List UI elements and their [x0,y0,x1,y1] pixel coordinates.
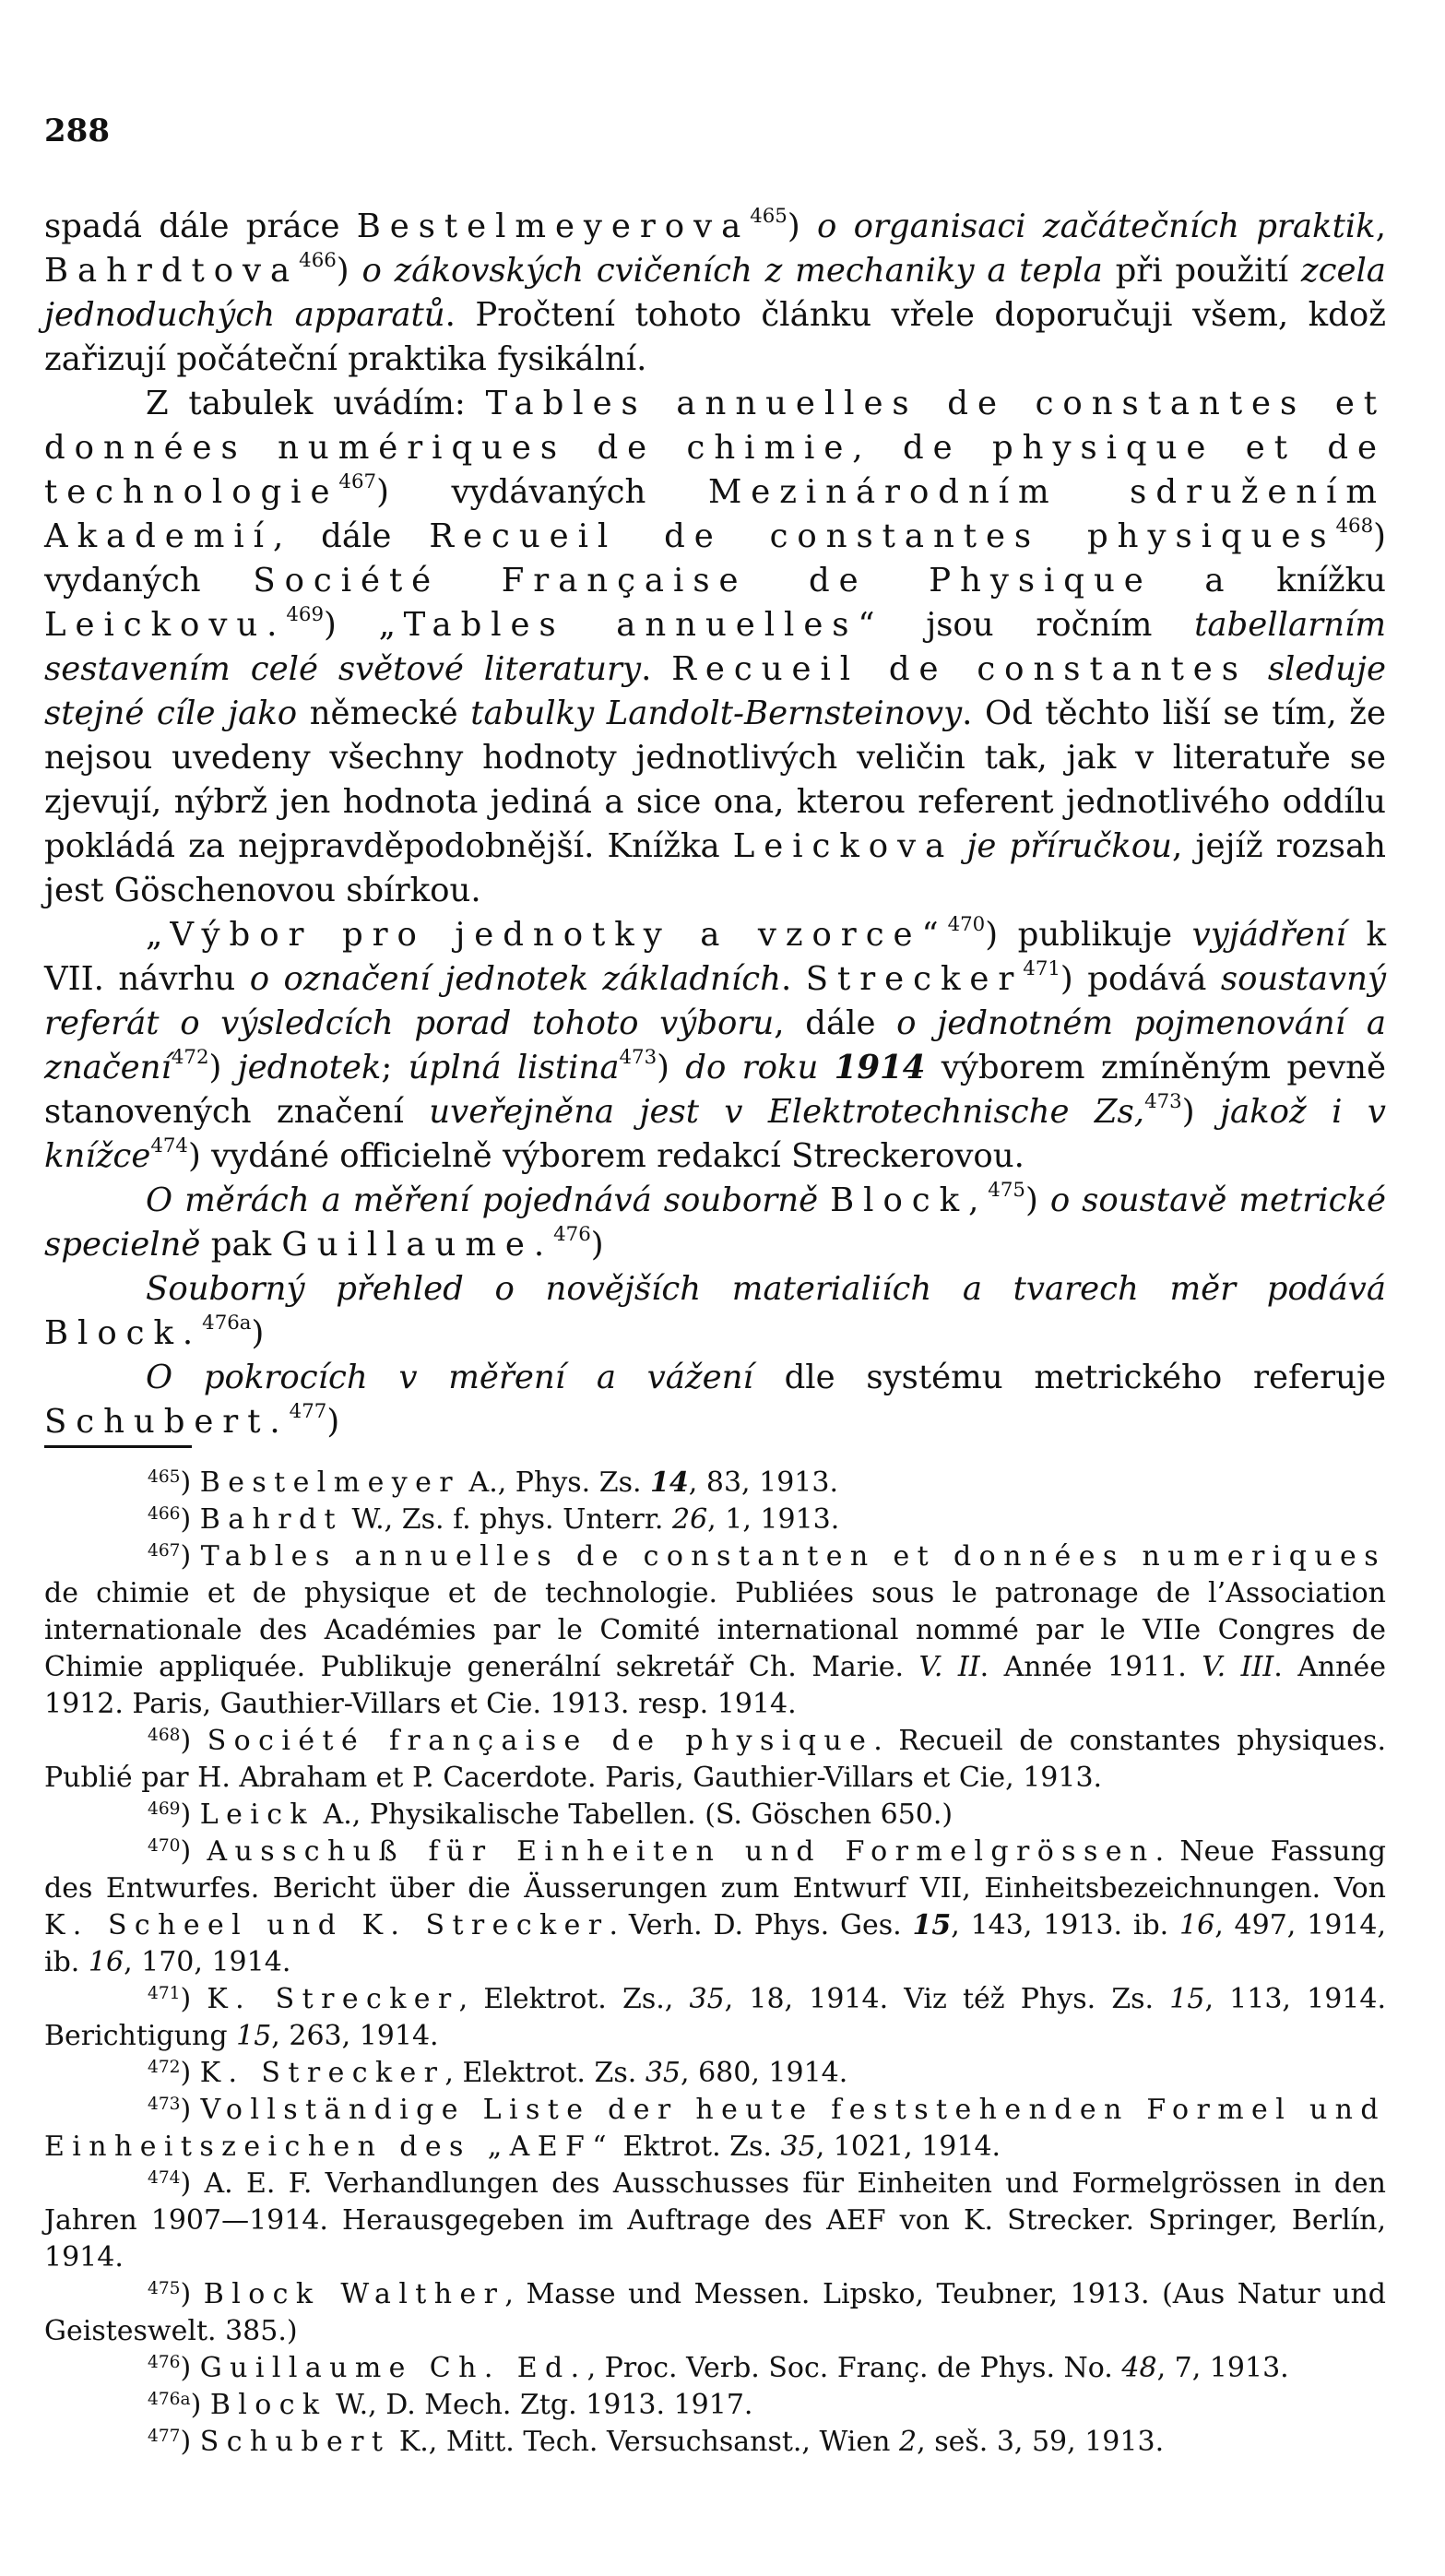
text-run: ) vydaných [44,517,1386,599]
footnote-marker: 476 [148,2352,181,2372]
italic-text: jakož i v knížce [44,1093,1386,1175]
text-run: . Recueil de constantes physiques. Publié par H. Abraham et P. Cacerdote. Paris, Gauthier-Villars et Cie, 1913. [44,1725,1386,1794]
text-run: ) [208,1049,238,1086]
footnote-ref: 471 [1023,957,1060,981]
text-run: , Elektrot. Zs., [458,1983,690,2015]
footnote-ref: 477 [289,1400,327,1424]
text-run: . Pročtení tohoto článku vřele doporučuji všem, kdož zařizují počáteční praktika fysikální. [44,296,1386,378]
footnote: $^{472}$) K. Strecker, Elektrot. Zs. 35, 680, 1914. [148,2057,848,2089]
italic-text: V. III [1202,1651,1274,1683]
text-run: ) [1181,1093,1220,1131]
spaced-name: Bestelmeyerova [356,208,751,245]
footnote-marker: 477 [148,2426,181,2446]
spaced-name: Schubert [199,2426,391,2458]
text-run: . [781,960,806,998]
text-run: , 680, 1914. [681,2057,848,2089]
spaced-name: Société Française de Physique [253,562,1153,599]
footnote-ref: 476a [202,1312,252,1335]
text-run: spadá dále práce [44,208,357,245]
spaced-name: K. Scheel und K. Strecker [44,1909,610,1941]
spaced-name: Guillaume Ch. Ed. [199,2352,587,2384]
text-run: , Proc. Verb. Soc. Franç. de Phys. No. [586,2352,1122,2384]
text-run: , Elektrot. Zs. [444,2057,646,2089]
text-run: ) [787,208,817,245]
spaced-name: Block, [830,1181,989,1219]
italic-text: 35 [689,1983,725,2015]
text-run: ; [381,1049,409,1086]
italic-text: tabellarním sestavením celé světové literatury [44,606,1387,688]
text-run: , Masse und Messen. Lipsko, Teubner, 1913. (Aus Natur und Geisteswelt. 385.) [44,2278,1386,2347]
italic-text: o jednotném pojmenování a značení [44,1004,1386,1086]
spaced-name: Leick [199,1798,315,1831]
spaced-name: K. Strecker [207,1983,459,2015]
footnote: $^{476}$) Guillaume Ch. Ed., Proc. Verb. Soc. Franç. de Phys. No. 48, 7, 1913. [148,2352,1289,2384]
text-run: , [1375,208,1386,245]
italic-text: zcela jednoduchých apparatů [44,252,1386,334]
text-run: německé [297,694,471,732]
text-run: , 1, 1913. [707,1503,840,1536]
footnote: $^{470}$) Ausschuß für Einheiten und Formelgrössen. Neue Fassung des Entwurfes. Bericht über die Äusserungen zum Entwurf VII, Einheitsbezeichnungen. Von K. Scheel und K. Strecker. Verh. D. Phys. Ges. 15, 143, 1913. ib. 16, 497, 1914, ib. 16, 170, 1914. [44,1835,1387,1978]
text-run: W., D. Mech. Ztg. 1913. 1917. [326,2389,753,2421]
text-run: ) publikuje [985,916,1192,954]
text-run: A. E. F. Verhandlungen des Ausschusses für Einheiten und Formelgrössen in den Jahren 1907—1914. Herausgegeben im Auftrage des AEF von K. Strecker. Springer, Berlín, 1914. [44,2167,1386,2273]
spaced-name: Bestelmeyer [199,1466,460,1499]
page-number: 288 [44,113,110,149]
text-run: ) [590,1226,604,1264]
footnote: $^{476a}$) Block W., D. Mech. Ztg. 1913. 1917. [148,2389,753,2421]
text-run: při použití [1102,252,1301,290]
footnote-ref: 473 [1144,1090,1182,1114]
text-run: A., Physikalische Tabellen. (S. Göschen 650.) [314,1798,953,1831]
text-run: . Année 1911. [979,1651,1202,1683]
footnote-marker: 476a [148,2389,191,2409]
text-run: , 263, 1914. [271,2020,439,2052]
text-run: ) [336,252,362,290]
paragraph [44,1179,1386,1267]
text-run: , 83, 1913. [688,1466,838,1499]
italic-text: uveřejněna jest v Elektrotechnische Zs, [429,1093,1145,1131]
footnote: $^{469}$) Leick A., Physikalische Tabellen. (S. Göschen 650.) [148,1798,953,1831]
footnote-ref: 474 [150,1134,188,1158]
footnote-ref: 468 [1335,515,1374,539]
spaced-name: Guillaume. [281,1226,554,1264]
spaced-name: „Tables annuelles“ [378,606,884,644]
text-run [1248,650,1268,688]
text-run [818,1181,830,1219]
italic-text: sleduje stejné cíle jako [44,650,1386,732]
spaced-name: Schubert. [44,1403,290,1441]
spaced-name: Strecker [805,960,1024,998]
text-run: , dále [774,1004,897,1042]
italic-text: o označení jednotek základních [249,960,782,998]
text-run: Z tabulek uvádím: [146,385,486,422]
text-run: A., Phys. Zs. [460,1466,651,1499]
text-run: jsou ročním [883,606,1195,644]
text-run: K., Mitt. Tech. Versuchsanst., Wien [390,2426,900,2458]
text-run: . Verh. D. Phys. Ges. [609,1909,913,1941]
footnote-ref: 466 [299,249,337,273]
footnote: $^{473}$) Vollständige Liste der heute feststehenden Formel und Einheitszeichen des „AEF“ Ektrot. Zs. 35, 1021, 1914. [44,2094,1386,2163]
text-run: , 1021, 1914. [815,2131,1001,2163]
italic-text: jednotek [237,1049,382,1086]
italic-text: 48 [1121,2352,1157,2384]
footnote-ref: 475 [988,1179,1025,1203]
paragraph [44,913,1386,1179]
text-run: , 113, 1914. Berichtigung [44,1983,1386,2052]
text-run: ) [1025,1181,1050,1219]
italic-text: 14 [650,1466,689,1499]
text-run: , jejíž rozsah jest Göschenovou sbírkou. [44,827,1386,909]
footnote-ref: 469 [286,603,325,627]
footnote-ref: 473 [619,1046,657,1070]
footnote: $^{474}$) A. E. F. Verhandlungen des Ausschusses für Einheiten und Formelgrössen in den Jahren 1907—1914. Herausgegeben im Auftrage des AEF von K. Strecker. Springer, Berlín, 1914. [44,2167,1386,2273]
text-run: , 170, 1914. [124,1946,291,1978]
italic-text: Souborný přehled o novějších materialiích a tvarech měr podává [146,1270,1386,1308]
text-run: Ektrot. Zs. [613,2131,781,2163]
text-run: , seš. 3, 59, 1913. [917,2426,1165,2458]
text-run: výborem zmíněným pevně stanovených značení [44,1049,1386,1131]
footnote-marker: 473 [148,2094,181,2114]
italic-text: 15 [912,1909,952,1941]
spaced-name: K. Strecker [199,2057,445,2089]
body-text [44,205,1386,1444]
spaced-name: Leickova [732,827,954,865]
footnote-ref: 476 [553,1223,591,1247]
paragraph [44,382,1386,913]
italic-text: 26 [671,1503,708,1536]
text-run: . Année 1912. Paris, Gauthier-Villars et Cie. 1913. resp. 1914. [44,1651,1387,1720]
text-run: , 143, 1913. ib. [951,1909,1179,1941]
text-run: ) [251,1314,265,1352]
footnote: $^{475}$) Block Walther, Masse und Messen. Lipsko, Teubner, 1913. (Aus Natur und Geisteswelt. 385.) [44,2278,1386,2347]
footnote: $^{468}$) Société française de physique. Recueil de constantes physiques. Publié par H. Abraham et P. Cacerdote. Paris, Gauthier-Villars et Cie, 1913. [44,1725,1386,1794]
footnote: $^{467}$) Tables annuelles de constanten et données numeriques de chimie et de physique et de technologie. Publiées sous le patronage de l’Association internationale des Académies par le Comité international nommé par le VIIe Congres de Chimie appliquée. Publikuje generální sekretář Ch. Marie. V. II. Année 1911. V. III. Année 1912. Paris, Gauthier-Villars et Cie. 1913. resp. 1914. [44,1540,1387,1720]
text-run: a knížku [1152,562,1387,599]
italic-text: 35 [645,2057,681,2089]
footnote-ref: 470 [947,913,986,937]
text-run: ) vydávaných [376,473,708,511]
footnote-marker: 469 [148,1798,181,1819]
text-run [953,827,966,865]
paragraph [44,205,1386,382]
spaced-name: Tables annuelles de constantes et données numériques de chimie, de physique et de technologie [44,385,1386,511]
text-run: ) [324,606,379,644]
footnote-ref: 472 [171,1046,209,1070]
italic-text: soustavný referát o výsledcích porad tohoto výboru [44,960,1386,1042]
text-run: , 18, 1914. Viz též Phys. Zs. [724,1983,1170,2015]
text-run: , dále [272,517,430,555]
italic-text: o organisaci začátečních praktik [816,208,1376,245]
spaced-name: Mezinárodním sdružením Akademií [44,473,1386,555]
spaced-name: Block Walther [203,2278,505,2310]
spaced-name: Vollständige Liste der heute feststehenden Formel und Einheitszeichen des „AEF“ [44,2094,1386,2163]
italic-text: do roku [685,1049,835,1086]
spaced-name: Bahrdtova [44,252,300,290]
italic-text: 16 [88,1946,124,1978]
spaced-name: Recueil de constantes physiques [429,517,1336,555]
text-run: pak [200,1226,282,1264]
footnote-marker: 468 [148,1725,181,1745]
spaced-name: Bahrdt [199,1503,344,1536]
italic-text: o soustavě metrické specielně [44,1181,1387,1264]
footnote: $^{465}$) Bestelmeyer A., Phys. Zs. 14, 83, 1913. [148,1466,838,1499]
paragraph [44,1267,1386,1356]
spaced-name: Block. [44,1314,203,1352]
footnote-marker: 472 [148,2057,181,2077]
text-run: , 497, 1914, ib. [44,1909,1387,1978]
text-run: ) [326,1403,340,1441]
spaced-name: Ausschuß für Einheiten und Formelgrössen [207,1835,1155,1868]
italic-text: 35 [780,2131,816,2163]
italic-text: je příručkou [966,827,1173,865]
italic-text: 16 [1179,1909,1215,1941]
text-run: ) [657,1049,686,1086]
italic-text: úplná listina [408,1049,620,1086]
italic-text: 15 [236,2020,272,2052]
italic-text: 2 [899,2426,918,2458]
footnote-marker: 467 [148,1540,181,1561]
italic-text: 15 [1169,1983,1205,2015]
text-run: . [641,650,672,688]
footnote-ref: 465 [750,205,788,229]
footnotes [44,1465,1386,2461]
spaced-name: „Výbor pro jednotky a vzorce“ [146,916,948,954]
text-run: ) vydáné officielně výborem redakcí Streckerovou. [187,1137,1025,1175]
footnote-ref: 467 [338,470,377,494]
text-run: , 7, 1913. [1156,2352,1289,2384]
italic-text: V. II [918,1651,980,1683]
footnote-marker: 471 [148,1983,181,2003]
footnote-marker: 465 [148,1466,181,1487]
paragraph [44,1356,1386,1444]
italic-text: O pokrocích v měření a vážení [146,1359,753,1396]
text-run: . Od těchto liší se tím, že nejsou uvedeny všechny hodnoty jednotlivých veličin tak, jak v literatuře se zjevují, nýbrž jen hodnota jediná a sice ona, kterou referent jednotlivého oddílu pokládá za nejpravděpodobnější. Knížka [44,694,1387,865]
italic-text: tabulky Landolt-Bernsteinovy [470,694,963,732]
footnote: $^{471}$) K. Strecker, Elektrot. Zs., 35, 18, 1914. Viz též Phys. Zs. 15, 113, 1914. Berichtigung 15, 263, 1914. [44,1983,1386,2052]
spaced-name: Block [209,2389,327,2421]
italic-text: vyjádření [1191,916,1346,954]
footnote: $^{466}$) Bahrdt W., Zs. f. phys. Unterr. 26, 1, 1913. [148,1503,840,1536]
text-run: W., Zs. f. phys. Unterr. [343,1503,672,1536]
footnote-marker: 470 [148,1835,181,1856]
text-run: de chimie et de physique et de technologie. Publiées sous le patronage de l’Association internationale des Académies par le Comité international nommé par le VIIe Congres de Chimie appliquée. Publikuje generální sekretář Ch. Marie. [44,1577,1386,1683]
spaced-name: Recueil de constantes [671,650,1248,688]
italic-text: o zákovských cvičeních z mechaniky a tepla [361,252,1103,290]
footnote-marker: 466 [148,1503,181,1524]
text-run: . Neue Fassung des Entwurfes. Bericht über die Äusserungen zum Entwurf VII, Einheitsbezeichnungen. Von [44,1835,1386,1905]
italic-text: O měrách a měření pojednává souborně [146,1181,819,1219]
spaced-name: Leickovu. [44,606,287,644]
footnote-rule [44,1445,192,1448]
text-run: ) podává [1060,960,1221,998]
text-run: dle systému metrického referuje [752,1359,1386,1396]
footnote: $^{477}$) Schubert K., Mitt. Tech. Versuchsanst., Wien 2, seš. 3, 59, 1913. [148,2426,1165,2458]
spaced-name: Tables annuelles de constanten et données numeriques [200,1540,1386,1573]
footnote-marker: 475 [148,2278,181,2298]
text-run: k VII. návrhu [44,916,1386,998]
footnote-marker: 474 [148,2167,181,2188]
spaced-name: Société française de physique [207,1725,874,1757]
italic-text: 1914 [834,1049,926,1086]
